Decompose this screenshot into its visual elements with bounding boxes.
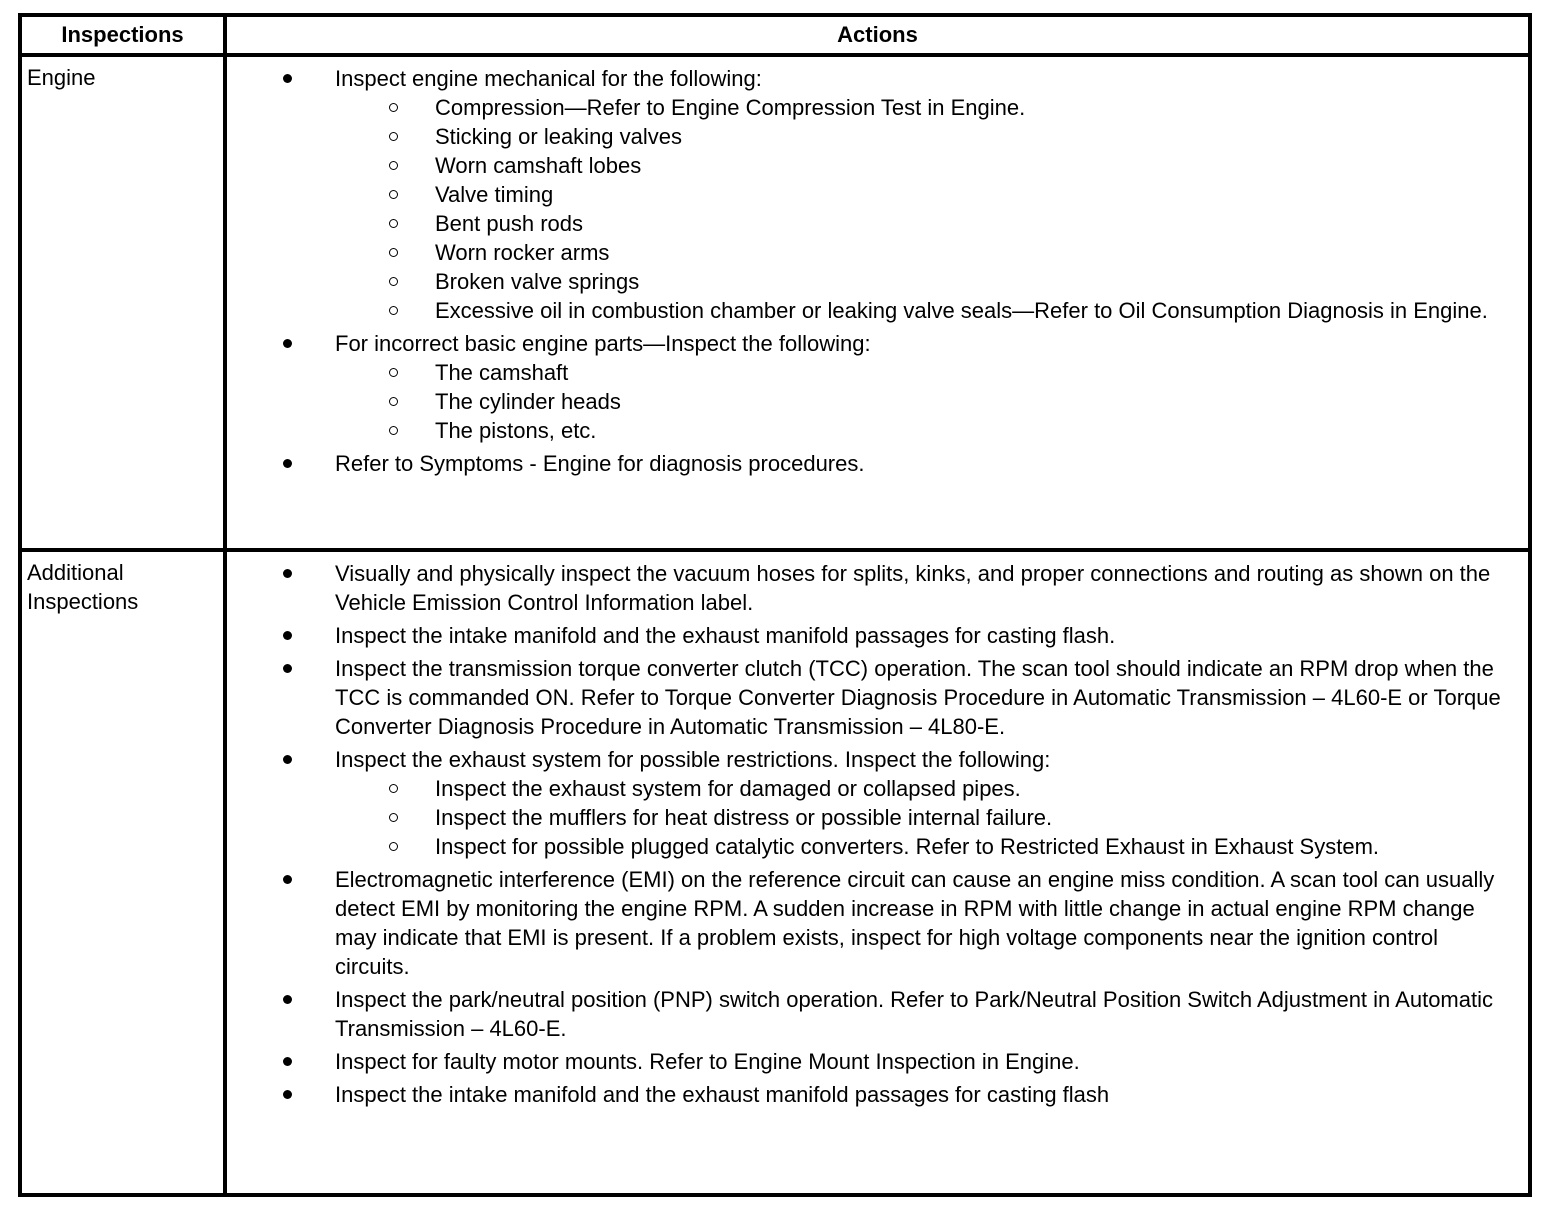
circle-bullet-icon [389,161,398,170]
circle-bullet-icon [389,426,398,435]
sub-action-item [335,296,1518,325]
circle-bullet-icon [389,248,398,257]
header-inspections: Inspections [20,15,225,55]
action-text: Inspect the intake manifold and the exhaust manifold passages for casting flash [335,1082,1110,1107]
sub-action-list [335,774,1518,861]
action-item [227,449,1518,478]
actions-cell [225,55,1530,550]
circle-bullet-icon [389,784,398,793]
sub-action-item [335,387,1518,416]
action-text: Inspect the intake manifold and the exhaust manifold passages for casting flash. [335,623,1116,648]
action-item [227,1047,1518,1076]
sub-action-text: Inspect the exhaust system for damaged or collapsed pipes. [435,776,1021,801]
action-text: Inspect engine mechanical for the following: [335,66,762,91]
action-text: Refer to Symptoms - Engine for diagnosis procedures. [335,451,865,476]
table-row-additional-inspections [20,550,1530,1195]
circle-bullet-icon [389,190,398,199]
action-item [227,745,1518,861]
action-text: Inspect for faulty motor mounts. Refer to Engine Mount Inspection in Engine. [335,1049,1080,1074]
inspection-label: Engine [20,55,225,550]
action-text: Inspect the park/neutral position (PNP) switch operation. Refer to Park/Neutral Position Switch Adjustment in Automatic Transmission – 4L60-E. [335,987,1493,1041]
bullet-icon [283,1057,292,1066]
action-item [227,654,1518,741]
action-list [227,559,1518,1109]
action-item [227,865,1518,981]
sub-action-text: Bent push rods [435,211,583,236]
bullet-icon [283,664,292,673]
sub-action-item [335,358,1518,387]
inspections-table [18,13,1532,1197]
action-item [227,559,1518,617]
circle-bullet-icon [389,397,398,406]
sub-action-item [335,267,1518,296]
sub-action-text: Worn camshaft lobes [435,153,642,178]
action-text: Inspect the transmission torque converter clutch (TCC) operation. The scan tool should indicate an RPM drop when the TCC is commanded ON. Refer to Torque Converter Diagnosis Procedure in Automatic Transmission – 4L60-E or Torque Converter Diagnosis Procedure in Automatic Transmission – 4L80-E. [335,656,1501,739]
action-item [227,329,1518,445]
circle-bullet-icon [389,368,398,377]
sub-action-item [335,93,1518,122]
header-row [20,15,1530,55]
inspection-label: Additional Inspections [20,550,225,1195]
circle-bullet-icon [389,132,398,141]
bullet-icon [283,631,292,640]
bullet-icon [283,875,292,884]
sub-action-item [335,209,1518,238]
sub-action-item [335,803,1518,832]
header-actions: Actions [225,15,1530,55]
sub-action-text: Sticking or leaking valves [435,124,683,149]
sub-action-text: The camshaft [435,360,569,385]
action-text: Inspect the exhaust system for possible restrictions. Inspect the following: [335,747,1051,772]
sub-action-item [335,151,1518,180]
circle-bullet-icon [389,277,398,286]
bullet-icon [283,459,292,468]
action-item [227,985,1518,1043]
action-list [227,64,1518,478]
sub-action-item [335,180,1518,209]
sub-action-text: The cylinder heads [435,389,621,414]
bullet-icon [283,1090,292,1099]
sub-action-text: Excessive oil in combustion chamber or leaking valve seals—Refer to Oil Consumption Diagnosis in Engine. [435,298,1488,323]
sub-action-item [335,774,1518,803]
sub-action-text: Inspect for possible plugged catalytic converters. Refer to Restricted Exhaust in Exhaust System. [435,834,1380,859]
action-item [227,64,1518,325]
sub-action-item [335,122,1518,151]
action-text: Visually and physically inspect the vacuum hoses for splits, kinks, and proper connections and routing as shown on the Vehicle Emission Control Information label. [335,561,1491,615]
sub-action-text: Valve timing [435,182,554,207]
sub-action-item [335,238,1518,267]
circle-bullet-icon [389,813,398,822]
sub-action-item [335,416,1518,445]
sub-action-list [335,358,1518,445]
sub-action-text: Compression—Refer to Engine Compression Test in Engine. [435,95,1026,120]
sub-action-item [335,832,1518,861]
bullet-icon [283,995,292,1004]
actions-cell [225,550,1530,1195]
sub-action-list [335,93,1518,325]
circle-bullet-icon [389,842,398,851]
bullet-icon [283,755,292,764]
sub-action-text: Worn rocker arms [435,240,610,265]
bullet-icon [283,569,292,578]
bullet-icon [283,339,292,348]
circle-bullet-icon [389,103,398,112]
action-item [227,621,1518,650]
action-item [227,1080,1518,1109]
action-text: For incorrect basic engine parts—Inspect the following: [335,331,871,356]
circle-bullet-icon [389,219,398,228]
sub-action-text: Inspect the mufflers for heat distress or possible internal failure. [435,805,1053,830]
action-text: Electromagnetic interference (EMI) on the reference circuit can cause an engine miss condition. A scan tool can usually detect EMI by monitoring the engine RPM. A sudden increase in RPM with little change in actual engine RPM change may indicate that EMI is present. If a problem exists, inspect for high voltage components near the ignition control circuits. [335,867,1495,979]
table-row-engine [20,55,1530,550]
circle-bullet-icon [389,306,398,315]
bullet-icon [283,74,292,83]
sub-action-text: Broken valve springs [435,269,640,294]
sub-action-text: The pistons, etc. [435,418,597,443]
